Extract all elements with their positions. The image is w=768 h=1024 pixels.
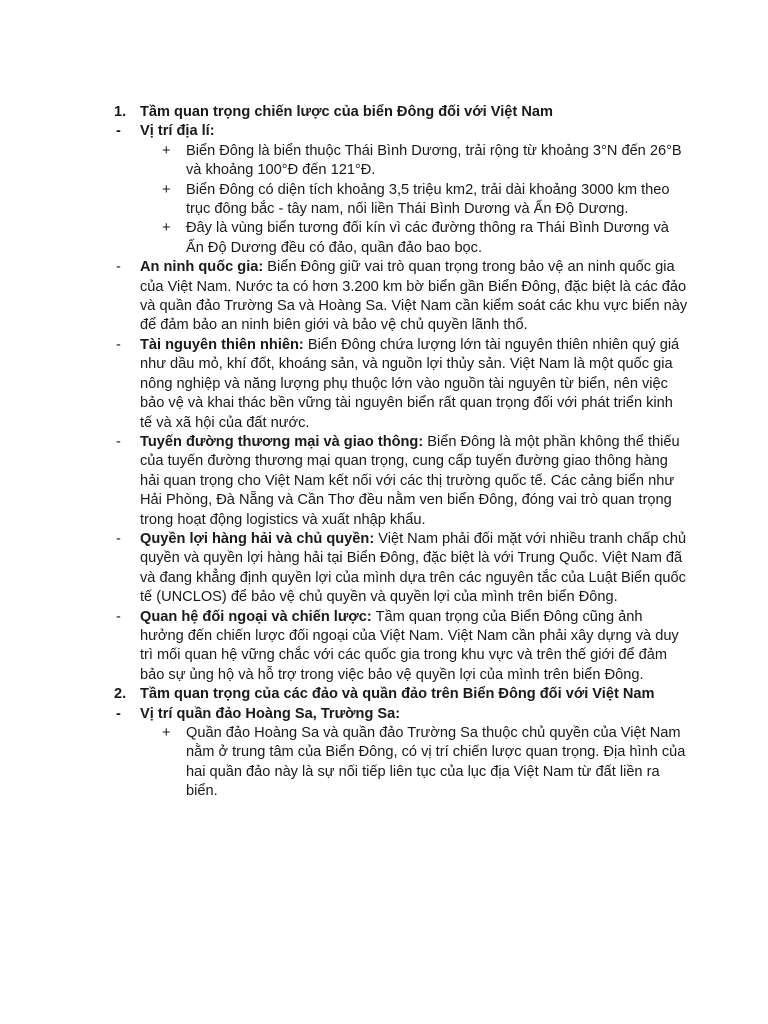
item-text: Biển Đông chứa lượng lớn tài nguyên thiên nhiên quý giá như dầu mỏ, khí đốt, khoáng sản, và nguồn lợi thủy sản. Việt Nam là một quốc gia nông nghiệp và năng lượng phụ thuộc lớn vào nguồn tài nguyên từ biển, nên việc bảo vệ và khai thác bền vững tài nguyên biển rất quan trọng đối với phát triển kinh tế và xã hội của đất nước. xyxy=(140,336,680,431)
list-item xyxy=(0,219,768,258)
item-text: Biển Đông giữ vai trò quan trọng trong bảo vệ an ninh quốc gia của Việt Nam. Nước ta có hơn 3.200 km bờ biển gần Biển Đông, đặc biệt là các đảo và quần đảo Trường Sa và Hoàng Sa. Việt Nam cần kiểm soát các khu vực biển này để đảm bảo an ninh biên giới và bảo vệ chủ quyền lãnh thổ. xyxy=(140,259,688,334)
item-label: Quyền lợi hàng hải và chủ quyền: xyxy=(140,530,375,547)
list-item xyxy=(0,181,768,220)
bullet-text: Đây là vùng biển tương đối kín vì các đường thông ra Thái Bình Dương và Ấn Độ Dương đều có đảo, quần đảo bao bọc. xyxy=(186,220,669,256)
list-item xyxy=(0,608,768,686)
dash-marker: - xyxy=(116,336,121,353)
location-heading: Vị trí địa lí: xyxy=(140,123,215,140)
item-text: Việt Nam phải đối mặt với nhiều tranh chấp chủ quyền và quyền lợi hàng hải tại Biển Đông, đặc biệt là với Trung Quốc. Việt Nam đã và đang khẳng định quyền lợi của mình dựa trên các nguyên tắc của Luật Biển quốc tế (UNCLOS) để bảo vệ chủ quyền và quyền lợi của mình trên biển Đông. xyxy=(140,530,687,606)
item-label: An ninh quốc gia: xyxy=(140,259,264,276)
item-paragraph xyxy=(140,608,688,686)
list-item xyxy=(0,142,768,181)
section-number: 2. xyxy=(114,686,127,703)
section-title: Tầm quan trọng của các đảo và quần đảo trên Biển Đông đối với Việt Nam xyxy=(140,686,655,703)
list-item xyxy=(0,530,768,608)
dash-marker: - xyxy=(116,259,121,276)
item-paragraph xyxy=(140,433,688,530)
location-heading-row xyxy=(0,705,768,724)
item-label: Tuyến đường thương mại và giao thông: xyxy=(140,433,424,450)
item-label: Tài nguyên thiên nhiên: xyxy=(140,336,304,353)
item-paragraph xyxy=(140,258,688,336)
section-1-heading xyxy=(0,103,768,122)
plus-marker: + xyxy=(162,725,171,741)
list-item xyxy=(0,433,768,530)
bullet-text: Quần đảo Hoàng Sa và quần đảo Trường Sa thuộc chủ quyền của Việt Nam nằm ở trung tâm của Biển Đông, có vị trí chiến lược quan trọng. Địa hình của hai quần đảo này là sự nối tiếp liên tục của lục địa Việt Nam từ đất liền ra biển. xyxy=(186,725,686,800)
item-text: Tầm quan trọng của Biển Đông cũng ảnh hưởng đến chiến lược đối ngoại của Việt Nam. Việt Nam cần phải xây dựng và duy trì mối quan hệ vững chắc với các quốc gia trong khu vực và trên thế giới để đảm bảo sự ủng hộ và hỗ trợ trong việc bảo vệ quyền lợi của mình trên biển Đông. xyxy=(140,608,679,683)
dash-marker: - xyxy=(116,433,121,450)
plus-marker: + xyxy=(162,142,171,159)
item-paragraph xyxy=(140,336,688,433)
section-title: Tầm quan trọng chiến lược của biển Đông đối với Việt Nam xyxy=(140,104,553,120)
dash-marker: - xyxy=(116,608,121,625)
item-paragraph xyxy=(140,530,688,608)
dash-marker: - xyxy=(116,705,121,722)
plus-marker: + xyxy=(162,220,171,237)
dash-marker: - xyxy=(116,123,121,140)
plus-marker: + xyxy=(162,181,171,198)
bullet-text: Biển Đông có diện tích khoảng 3,5 triệu km2, trải dài khoảng 3000 km theo trục đông bắc - tây nam, nối liền Thái Bình Dương và Ấn Độ Dương. xyxy=(186,181,670,218)
list-item xyxy=(0,258,768,336)
document-page xyxy=(0,103,768,802)
section-number: 1. xyxy=(114,104,127,120)
section-2-heading xyxy=(0,685,768,704)
location-heading: Vị trí quần đảo Hoàng Sa, Trường Sa: xyxy=(140,705,401,722)
list-item xyxy=(0,724,768,802)
item-label: Quan hệ đối ngoại và chiến lược: xyxy=(140,608,372,625)
dash-marker: - xyxy=(116,530,121,547)
item-text: Biển Đông là một phần không thể thiếu của tuyến đường thương mại quan trọng, cung cấp tuyến đường giao thông hàng hải quan trọng cho Việt Nam kết nối với các thị trường quốc tế. Các cảng biển như Hải Phòng, Đà Nẵng và Cần Thơ đều nằm ven biển Đông, đóng vai trò quan trọng trong hoạt động logistics và xuất nhập khẩu. xyxy=(140,433,680,528)
location-heading-row xyxy=(0,122,768,141)
bullet-text: Biển Đông là biển thuộc Thái Bình Dương, trải rộng từ khoảng 3°N đến 26°B và khoảng 100°Đ đến 121°Đ. xyxy=(186,142,682,179)
list-item xyxy=(0,336,768,433)
